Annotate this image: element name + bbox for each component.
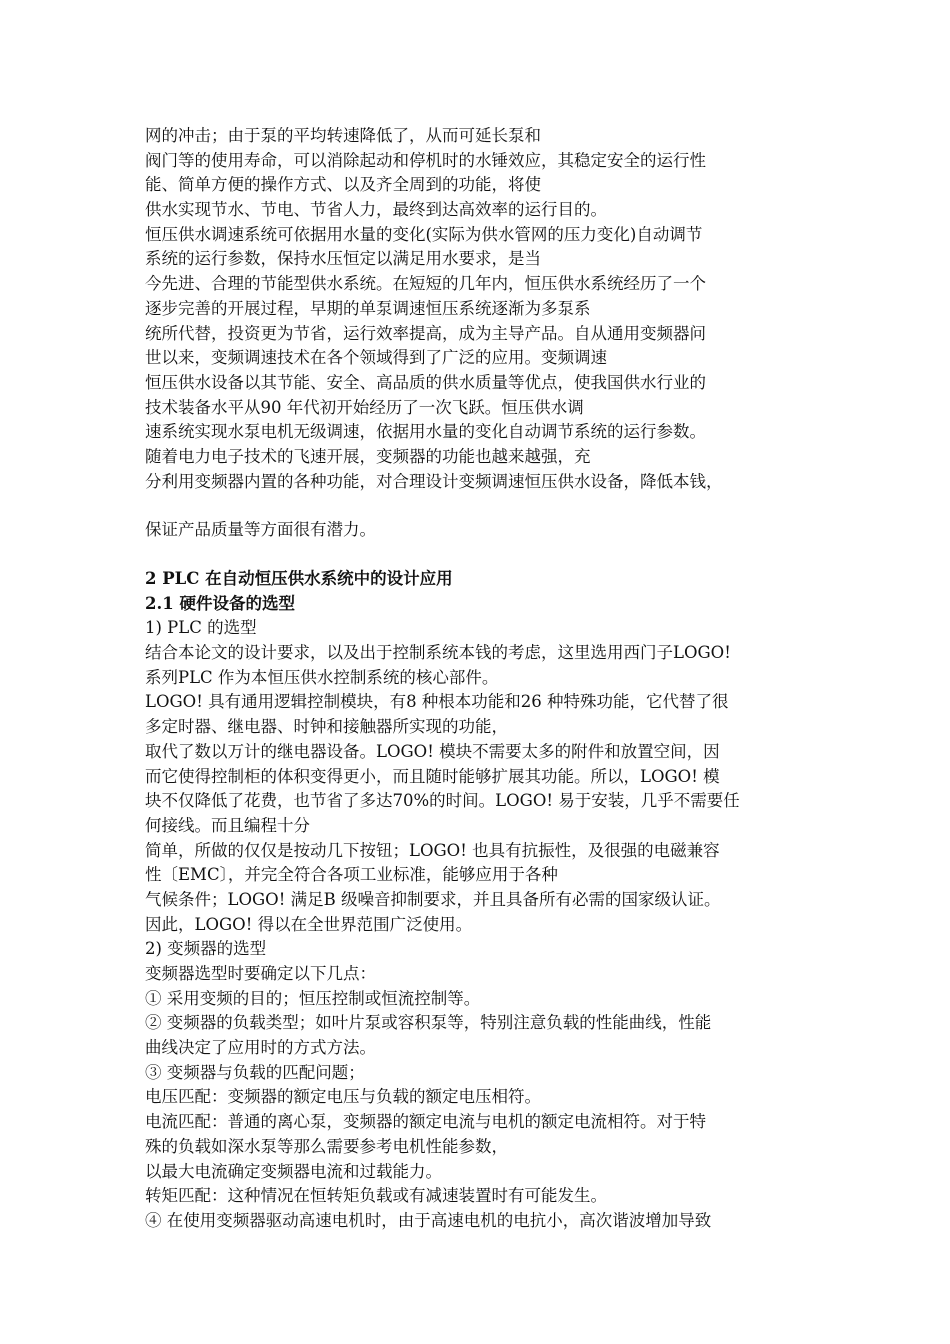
document-page: [145, 124, 825, 1234]
section-heading: 2 PLC 在自动恒压供水系统中的设计应用: [145, 569, 453, 588]
text-line: 殊的负载如深水泵等那么需要参考电机性能参数，: [145, 1136, 508, 1156]
text-line: 1) PLC 的选型: [145, 618, 257, 638]
intro-paragraphs: [145, 124, 825, 494]
text-line: ② 变频器的负载类型；如叶片泵或容积泵等，特别注意负载的性能曲线，性能: [145, 1013, 712, 1033]
subsection-heading: 2.1 硬件设备的选型: [145, 593, 295, 613]
text-line: 保证产品质量等方面很有潜力。: [145, 520, 376, 540]
text-line: 电压匹配：变频器的额定电压与负载的额定电压相符。: [145, 1087, 541, 1107]
text-line: 以最大电流确定变频器电流和过载能力。: [145, 1161, 442, 1181]
text-line: 阀门等的使用寿命，可以消除起动和停机时的水锤效应，其稳定安全的运行性: [145, 150, 706, 170]
text-line: 性〔EMC〕，并完全符合各项工业标准，能够应用于各种: [145, 865, 558, 885]
text-line: 能、简单方便的操作方式、以及齐全周到的功能，将使: [145, 175, 541, 195]
hardware-selection-body: [145, 616, 825, 1233]
text-line: 何接线。而且编程十分: [145, 815, 310, 835]
text-line: ① 采用变频的目的；恒压控制或恒流控制等。: [145, 988, 481, 1008]
text-line: 随着电力电子技术的飞速开展，变频器的功能也越来越强，充: [145, 446, 591, 466]
paragraph-gap: [145, 543, 825, 567]
text-line: 气候条件；LOGO! 满足B 级噪音抑制要求，并且具备所有必需的国家级认证。: [145, 889, 721, 909]
text-line: 系列PLC 作为本恒压供水控制系统的核心部件。: [145, 667, 499, 687]
text-line: 电流匹配：普通的离心泵，变频器的额定电流与电机的额定电流相符。对于特: [145, 1112, 706, 1132]
text-line: LOGO! 具有通用逻辑控制模块，有8 种根本功能和26 种特殊功能，它代替了很: [145, 692, 729, 712]
text-line: 取代了数以万计的继电器设备。LOGO! 模块不需要太多的附件和放置空间，因: [145, 741, 720, 761]
text-line: 逐步完善的开展过程，早期的单泵调速恒压系统逐渐为多泵系: [145, 298, 591, 318]
text-line: 多定时器、继电器、时钟和接触器所实现的功能，: [145, 717, 508, 737]
text-line: 曲线决定了应用时的方式方法。: [145, 1038, 376, 1058]
text-line: 恒压供水设备以其节能、安全、高品质的供水质量等优点，使我国供水行业的: [145, 372, 706, 392]
paragraph-gap: [145, 494, 825, 518]
text-line: 技术装备水平从90 年代初开始经历了一次飞跃。恒压供水调: [145, 397, 584, 417]
text-line: ④ 在使用变频器驱动高速电机时，由于高速电机的电抗小，高次谐波增加导致: [145, 1210, 712, 1230]
text-line: 恒压供水调速系统可依据用水量的变化(实际为供水管网的压力变化)自动调节: [145, 224, 703, 244]
text-line: 供水实现节水、节电、节省人力，最终到达高效率的运行目的。: [145, 200, 607, 220]
text-line: 系统的运行参数，保持水压恒定以满足用水要求，是当: [145, 249, 541, 269]
text-line: 块不仅降低了花费，也节省了多达70%的时间。LOGO! 易于安装，几乎不需要任: [145, 791, 740, 811]
text-line: 而它使得控制柜的体积变得更小，而且随时能够扩展其功能。所以，LOGO! 模: [145, 766, 720, 786]
intro-closing-line: [145, 518, 825, 543]
text-line: 分利用变频器内置的各种功能，对合理设计变频调速恒压供水设备，降低本钱，: [145, 471, 723, 491]
text-line: 世以来，变频调速技术在各个领域得到了广泛的应用。变频调速: [145, 348, 607, 368]
text-line: 速系统实现水泵电机无级调速，依据用水量的变化自动调节系统的运行参数。: [145, 422, 706, 442]
text-line: 统所代替，投资更为节省，运行效率提高，成为主导产品。自从通用变频器问: [145, 323, 706, 343]
text-line: 简单，所做的仅仅是按动几下按钮；LOGO! 也具有抗振性，及很强的电磁兼容: [145, 840, 720, 860]
text-line: 变频器选型时要确定以下几点：: [145, 964, 376, 983]
text-line: 结合本论文的设计要求，以及出于控制系统本钱的考虑，这里选用西门子LOGO!: [145, 643, 731, 663]
text-line: ③ 变频器与负载的匹配问题；: [145, 1062, 365, 1082]
text-line: 转矩匹配：这种情况在恒转矩负载或有减速装置时有可能发生。: [145, 1186, 607, 1206]
text-line: 2) 变频器的选型: [145, 939, 267, 959]
text-line: 因此，LOGO! 得以在全世界范围广泛使用。: [145, 914, 473, 934]
text-line: 今先进、合理的节能型供水系统。在短短的几年内，恒压供水系统经历了一个: [145, 274, 706, 294]
text-line: 网的冲击；由于泵的平均转速降低了，从而可延长泵和: [145, 126, 541, 145]
